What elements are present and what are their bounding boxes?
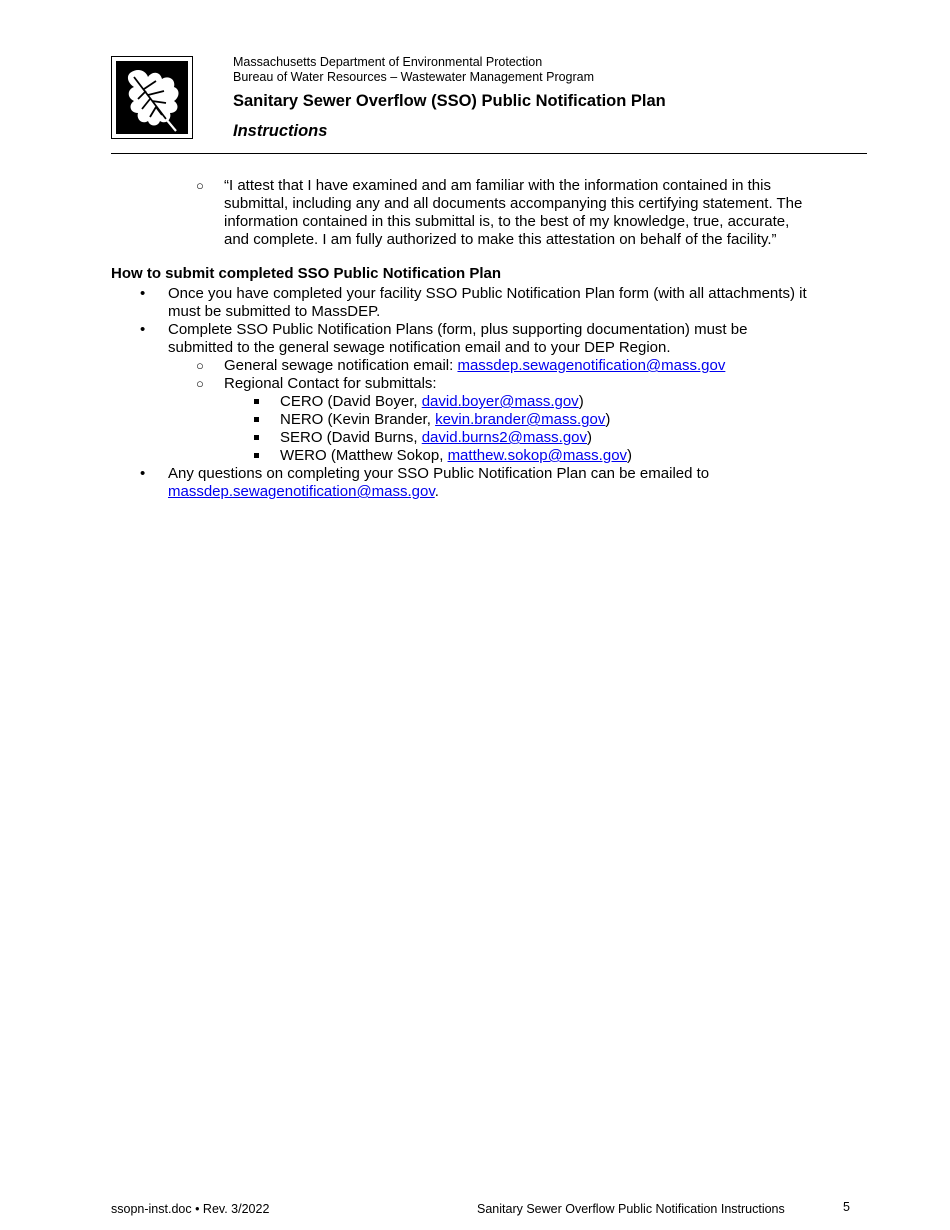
bullet-text: Complete SSO Public Notification Plans (form, plus supporting documentation) must be (168, 321, 748, 338)
regional-contact-label: Regional Contact for submittals: (224, 375, 437, 392)
document-title: Sanitary Sewer Overflow (SSO) Public Notification Plan (233, 92, 666, 110)
bullet-icon: • (140, 321, 146, 338)
region-name: WERO (Matthew Sokop, (280, 447, 448, 464)
region-suffix: ) (587, 429, 593, 446)
attestation-line: and complete. I am fully authorized to make this attestation on behalf of the facility.” (224, 231, 777, 248)
region-item (280, 447, 632, 465)
bullet-text: must be submitted to MassDEP. (168, 303, 381, 320)
massdep-logo (111, 56, 193, 139)
bullet-text: Any questions on completing your SSO Public Notification Plan can be emailed to (168, 465, 710, 482)
document-subtitle: Instructions (233, 122, 328, 140)
agency-name: Massachusetts Department of Environmental Protection (233, 55, 543, 69)
footer-title: Sanitary Sewer Overflow Public Notification Instructions (477, 1202, 785, 1216)
bullet-text: Once you have completed your facility SSO Public Notification Plan form (with all attachments) it (168, 285, 807, 302)
page-number: 5 (843, 1200, 850, 1214)
questions-email-link[interactable]: massdep.sewagenotification@mass.gov (168, 483, 435, 500)
region-suffix: ) (578, 393, 584, 410)
square-bullet-icon (254, 453, 259, 458)
bullet-text: submitted to the general sewage notification email and to your DEP Region. (168, 339, 671, 356)
region-name: NERO (Kevin Brander, (280, 411, 436, 428)
region-suffix: ) (627, 447, 633, 464)
region-email-link[interactable]: matthew.sokop@mass.gov (447, 447, 628, 464)
general-email-item (224, 357, 725, 375)
attestation-line: “I attest that I have examined and am familiar with the information contained in this (224, 177, 771, 194)
region-item (280, 393, 584, 411)
region-name: CERO (David Boyer, (280, 393, 422, 410)
header-divider (111, 153, 867, 154)
region-suffix: ) (605, 411, 611, 428)
bullet-text (168, 483, 439, 501)
attestation-line: submittal, including any and all documents accompanying this certifying statement. The (224, 195, 803, 212)
general-email-link[interactable]: massdep.sewagenotification@mass.gov (457, 357, 726, 374)
sentence-end: . (434, 483, 439, 500)
region-email-link[interactable]: kevin.brander@mass.gov (435, 411, 606, 428)
region-item (280, 429, 592, 447)
region-name: SERO (David Burns, (280, 429, 422, 446)
bureau-name: Bureau of Water Resources – Wastewater Management Program (233, 70, 595, 84)
square-bullet-icon (254, 417, 259, 422)
bullet-icon: • (140, 285, 146, 302)
circle-bullet-icon: ○ (196, 178, 204, 193)
attestation-line: information contained in this submittal is, to the best of my knowledge, true, accurate, (224, 213, 790, 230)
footer-doc-id: ssopn-inst.doc • Rev. 3/2022 (111, 1202, 270, 1216)
general-email-label: General sewage notification email: (224, 357, 458, 374)
square-bullet-icon (254, 399, 259, 404)
square-bullet-icon (254, 435, 259, 440)
bullet-icon: • (140, 465, 146, 482)
circle-bullet-icon: ○ (196, 358, 204, 373)
section-heading: How to submit completed SSO Public Notification Plan (111, 265, 502, 282)
region-item (280, 411, 610, 429)
region-email-link[interactable]: david.boyer@mass.gov (421, 393, 579, 410)
circle-bullet-icon: ○ (196, 376, 204, 391)
oak-leaf-icon (116, 61, 188, 134)
region-email-link[interactable]: david.burns2@mass.gov (421, 429, 588, 446)
